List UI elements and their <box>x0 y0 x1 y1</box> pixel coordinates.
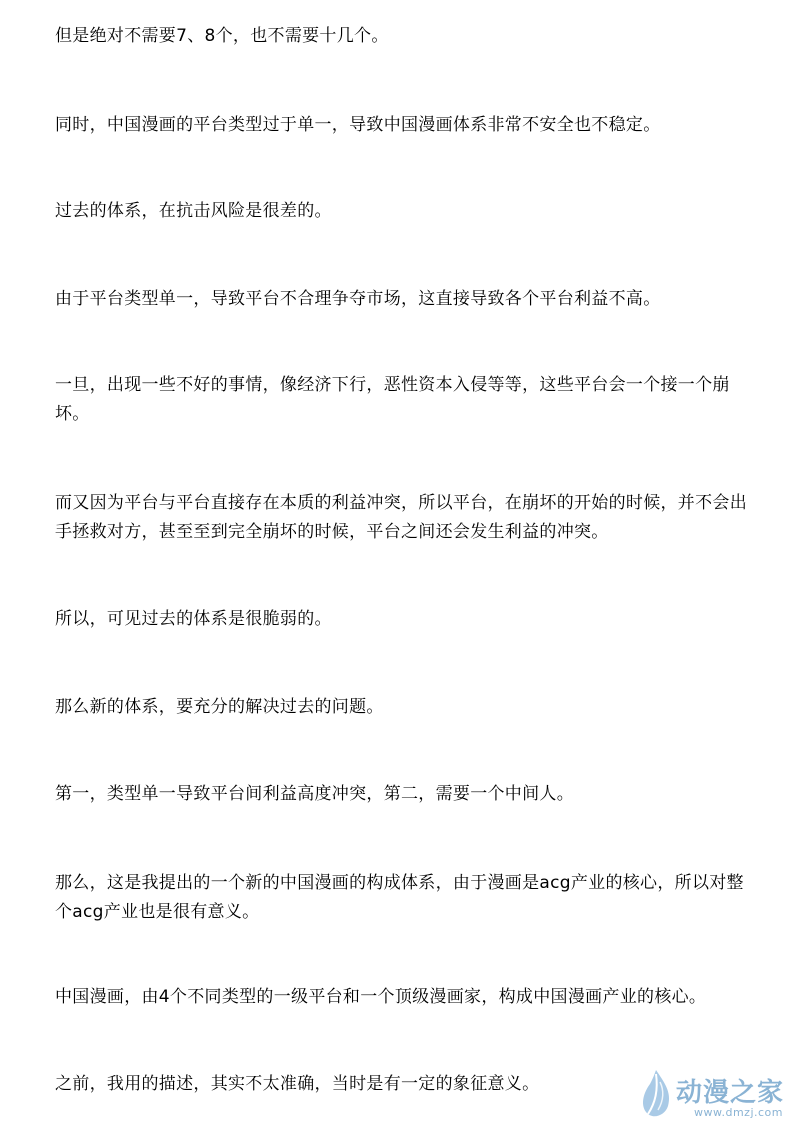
feather-drop-icon <box>638 1068 674 1122</box>
paragraph-7: 所以，可见过去的体系是很脆弱的。 <box>55 609 332 629</box>
paragraph-3: 过去的体系，在抗击风险是很差的。 <box>55 201 332 221</box>
paragraph-4: 由于平台类型单一，导致平台不合理争夺市场，这直接导致各个平台利益不高。 <box>55 289 661 309</box>
watermark-logo <box>638 1064 788 1126</box>
paragraph-2: 同时，中国漫画的平台类型过于单一，导致中国漫画体系非常不安全也不稳定。 <box>55 115 661 135</box>
watermark-url: www.dmzj.com <box>694 1106 783 1119</box>
paragraph-1: 但是绝对不需要7、8个，也不需要十几个。 <box>55 26 389 46</box>
paragraph-6: 而又因为平台与平台直接存在本质的利益冲突，所以平台，在崩坏的开始的时候，并不会出手拯救对方，甚至至到完全崩坏的时候，平台之间还会发生利益的冲突。 <box>55 493 747 542</box>
paragraph-5: 一旦，出现一些不好的事情，像经济下行，恶性资本入侵等等，这些平台会一个接一个崩坏。 <box>55 375 730 424</box>
paragraph-8: 那么新的体系，要充分的解决过去的问题。 <box>55 697 384 717</box>
watermark-name: 动漫之家 <box>676 1078 785 1108</box>
paragraph-9: 第一，类型单一导致平台间利益高度冲突，第二，需要一个中间人。 <box>55 784 574 804</box>
paragraph-11: 中国漫画，由4个不同类型的一级平台和一个顶级漫画家，构成中国漫画产业的核心。 <box>55 987 707 1007</box>
paragraph-12: 之前，我用的描述，其实不太准确，当时是有一定的象征意义。 <box>55 1074 540 1094</box>
paragraph-10: 那么，这是我提出的一个新的中国漫画的构成体系，由于漫画是acg产业的核心，所以对整个acg产业也是很有意义。 <box>55 873 744 922</box>
